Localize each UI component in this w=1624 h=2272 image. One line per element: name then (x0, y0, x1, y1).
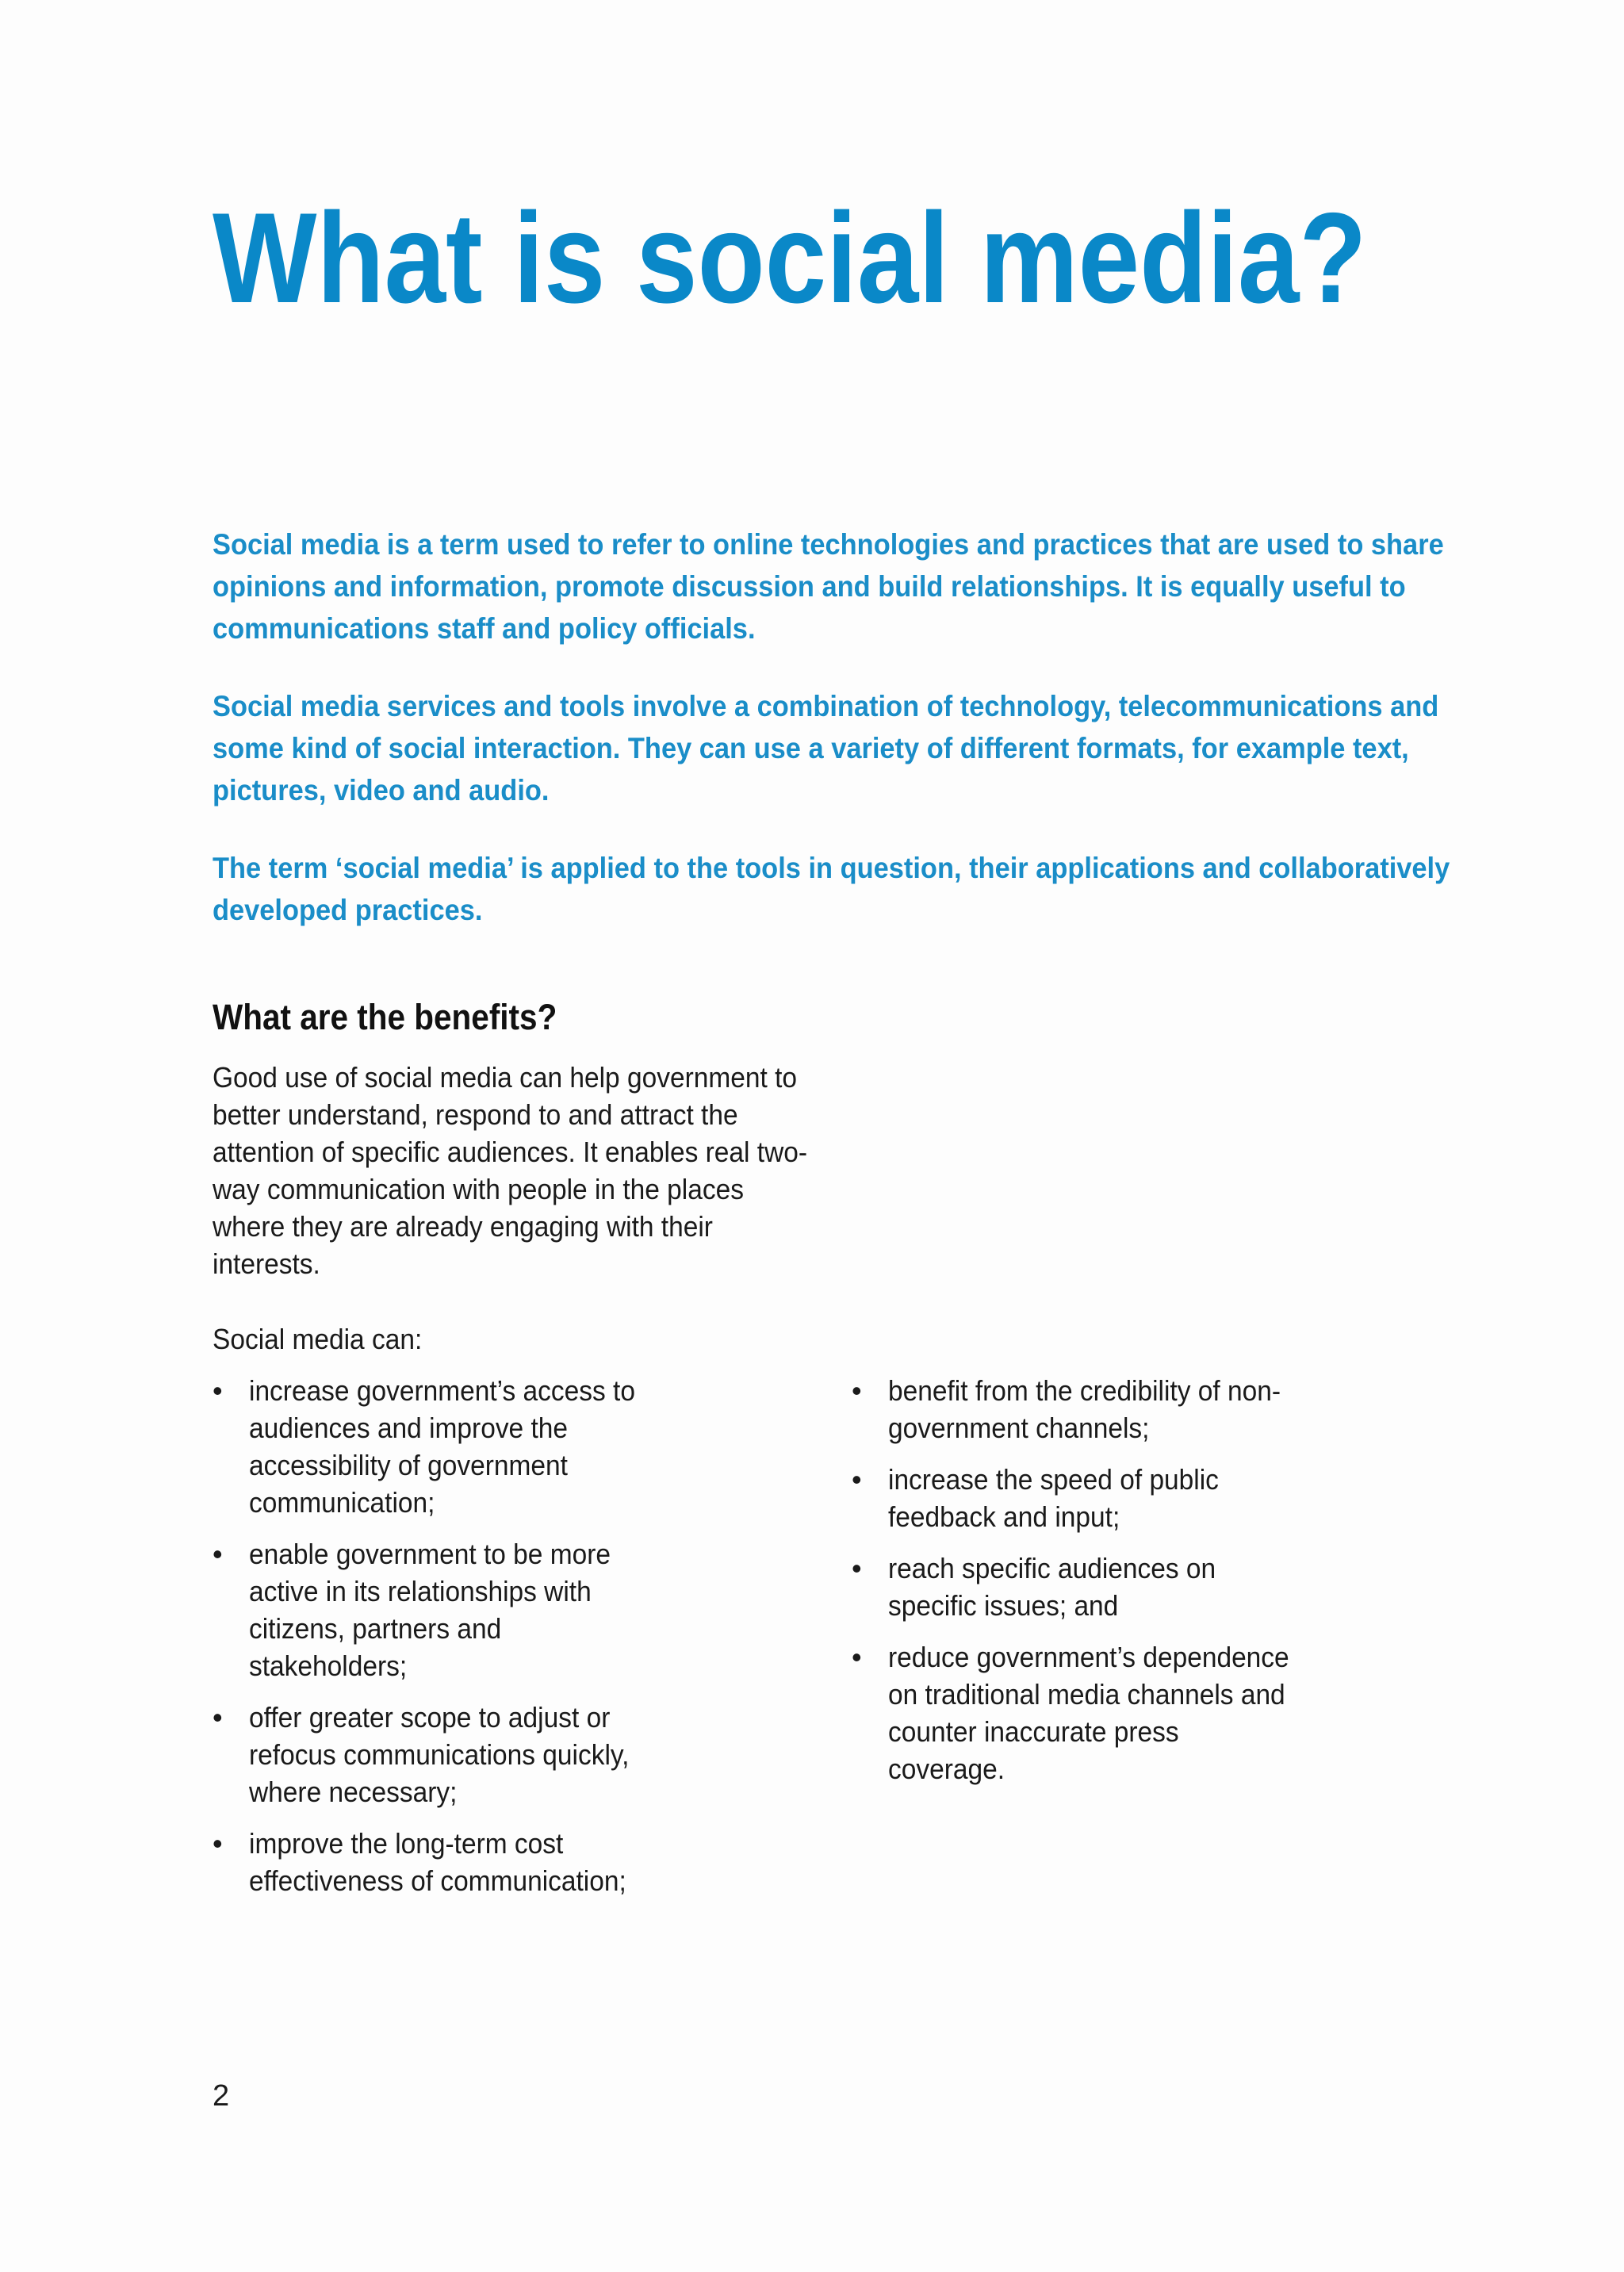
bullet-icon: • (213, 1538, 223, 1570)
list-item (213, 1372, 815, 1521)
list-item (852, 1638, 1462, 1787)
list-item-text: benefit from the credibility of non-government channels; (888, 1374, 1281, 1444)
bullet-icon: • (852, 1463, 862, 1496)
list-intro: Social media can: (213, 1323, 423, 1355)
bullet-icon: • (852, 1374, 862, 1407)
list-item-text: reduce government’s dependence on traditional media channels and counter inaccurate press coverage. (888, 1641, 1289, 1785)
list-item (213, 1535, 815, 1684)
list-item-text: reach specific audiences on specific issues; and (888, 1552, 1216, 1622)
list-item (852, 1550, 1462, 1624)
bullet-icon: • (213, 1374, 223, 1407)
list-item-text: increase the speed of public feedback and input; (888, 1463, 1219, 1533)
bullet-icon: • (213, 1701, 223, 1734)
bullet-icon: • (852, 1641, 862, 1673)
intro-paragraph: The term ‘social media’ is applied to the tools in question, their applications and collaboratively developed practices. (213, 852, 1450, 926)
bullet-icon: • (213, 1827, 223, 1860)
list-item (213, 1825, 815, 1899)
list-item (213, 1699, 815, 1810)
intro-paragraph: Social media is a term used to refer to online technologies and practices that are used to share opinions and information, promote discussion and build relationships. It is equally useful to communications staff and policy officials. (213, 528, 1444, 645)
list-item (852, 1372, 1462, 1446)
benefits-heading: What are the benefits? (213, 997, 557, 1037)
intro-paragraph: Social media services and tools involve a combination of technology, telecommunications and some kind of social interaction. They can use a variety of different formats, for example text, pictures, video and audio. (213, 690, 1439, 807)
list-item-text: offer greater scope to adjust or refocus communications quickly, where necessary; (249, 1701, 630, 1808)
page-title: What is social media? (213, 186, 1367, 330)
intro-section (213, 523, 1481, 967)
bullet-icon: • (852, 1552, 862, 1584)
list-item-text: increase government’s access to audiences and improve the accessibility of government communication; (249, 1374, 635, 1519)
list-item (852, 1461, 1462, 1535)
list-item-text: enable government to be more active in its relationships with citizens, partners and stakeholders; (249, 1538, 611, 1682)
bullet-list-left (213, 1372, 815, 1914)
list-item-text: improve the long-term cost effectiveness of communication; (249, 1827, 626, 1897)
benefits-body-text: Good use of social media can help government to better understand, respond to and attract the attention of specific audiences. It enables real two-way communication with people in the places where they are already engaging with their interests. (213, 1061, 808, 1280)
page-number: 2 (213, 2079, 230, 2113)
bullet-list-right (852, 1372, 1462, 1802)
